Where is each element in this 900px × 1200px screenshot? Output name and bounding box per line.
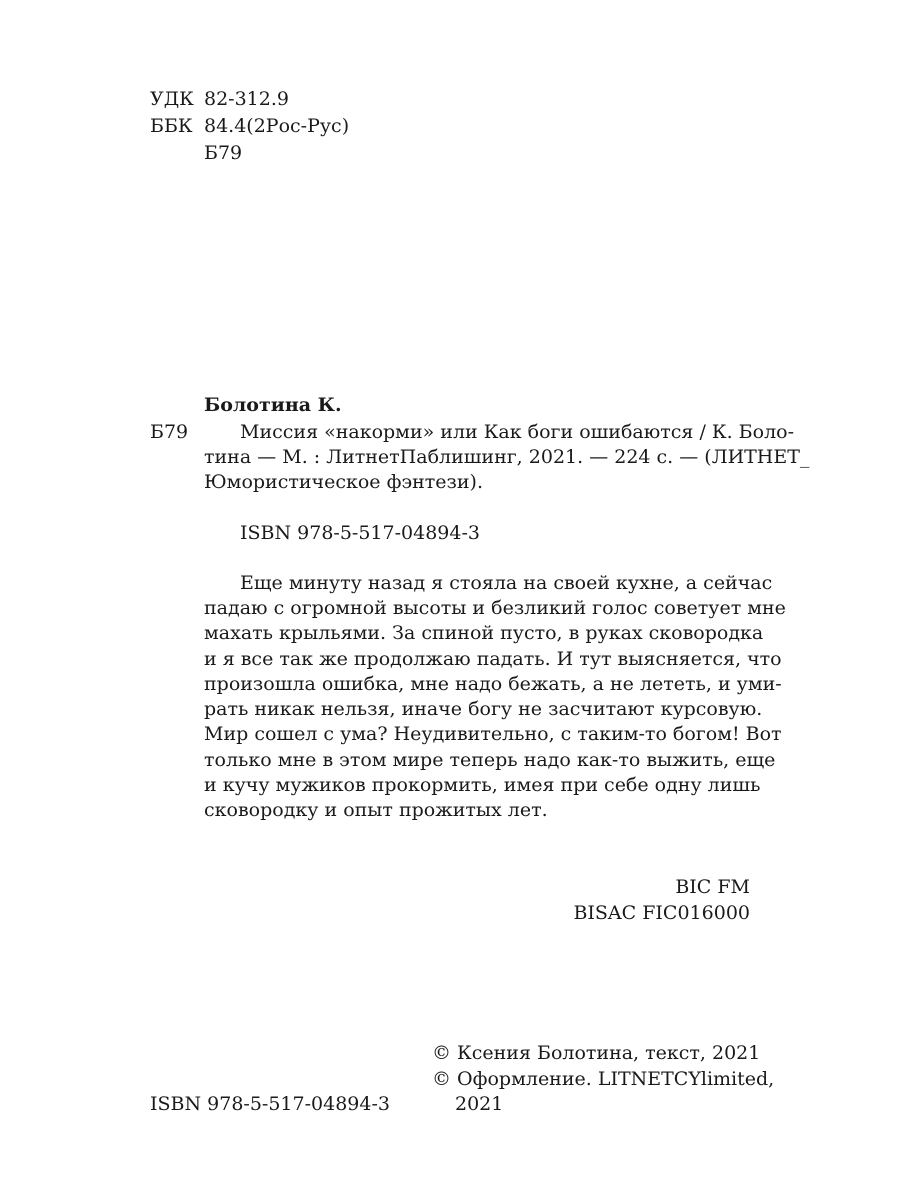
entry-mark: Б79 xyxy=(150,421,189,443)
annotation-line-1: Еще минуту назад я стояла на своей кухне, а сейчас xyxy=(240,572,773,594)
description-line-1: Миссия «накорми» или Как боги ошибаются / К. Боло- xyxy=(240,421,795,443)
bic-code: BIC FM xyxy=(675,876,750,898)
description-line-2: тина — М. : ЛитнетПаблишинг, 2021. — 224 с. — (ЛИТНЕТ_ xyxy=(204,446,810,468)
bbk-label: ББК xyxy=(150,115,193,137)
author-name: Болотина К. xyxy=(204,394,342,416)
annotation-line-5: произошла ошибка, мне надо бежать, а не лететь, и уми- xyxy=(204,673,782,695)
udk-value: 82-312.9 xyxy=(204,88,289,110)
entry-isbn: ISBN 978-5-517-04894-3 xyxy=(240,522,480,544)
bbk-value: 84.4(2Рос-Рус) xyxy=(204,115,350,137)
annotation-line-8: только мне в этом мире теперь надо как-то выжить, еще xyxy=(204,749,776,771)
annotation-line-10: сковородку и опыт прожитых лет. xyxy=(204,799,548,821)
footer-isbn: ISBN 978-5-517-04894-3 xyxy=(150,1093,390,1115)
annotation-line-4: и я все так же продолжаю падать. И тут выясняется, что xyxy=(204,648,782,670)
bisac-code: BISAC FIC016000 xyxy=(573,902,750,924)
author-mark: Б79 xyxy=(204,142,243,164)
annotation-line-3: махать крыльями. За спиной пусто, в руках сковородка xyxy=(204,622,764,644)
annotation-line-7: Мир сошел с ума? Неудивительно, с таким-то богом! Вот xyxy=(204,723,782,745)
copyright-design: © Оформление. LITNETCYlimited, xyxy=(432,1068,775,1090)
annotation-line-2: падаю с огромной высоты и безликий голос советует мне xyxy=(204,597,786,619)
copyright-design-year: 2021 xyxy=(455,1093,504,1115)
annotation-line-9: и кучу мужиков прокормить, имея при себе одну лишь xyxy=(204,774,761,796)
copyright-text: © Ксения Болотина, текст, 2021 xyxy=(432,1042,761,1064)
annotation-line-6: рать никак нельзя, иначе богу не засчитают курсовую. xyxy=(204,698,763,720)
description-line-3: Юмористическое фэнтези). xyxy=(204,471,483,493)
udk-label: УДК xyxy=(150,88,194,110)
